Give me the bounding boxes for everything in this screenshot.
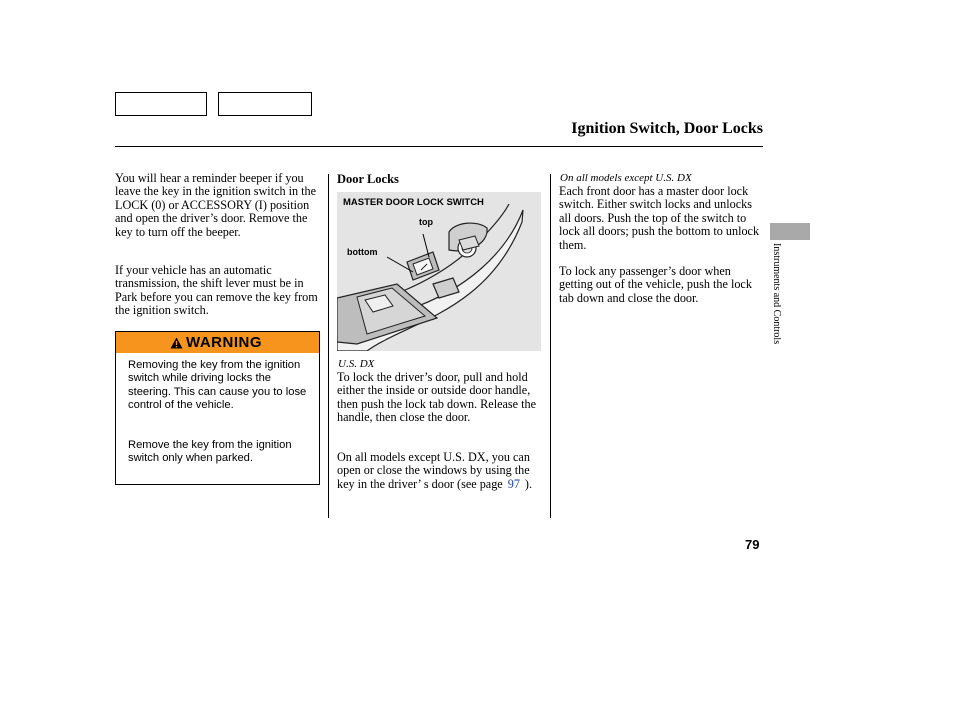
door-panel-illustration <box>337 192 541 351</box>
section-heading-door-locks: Door Locks <box>337 172 399 186</box>
page-number: 79 <box>745 537 760 552</box>
figure-label-top: top <box>419 217 433 227</box>
page-reference-link[interactable]: 97 <box>507 476 520 491</box>
figure-label-bottom: bottom <box>347 247 378 257</box>
windows-key-paragraph <box>337 451 543 491</box>
warning-text-parked: Remove the key from the ignition switch only when parked. <box>128 439 292 465</box>
header-divider <box>115 146 763 147</box>
lock-drivers-door-paragraph: To lock the driver’s door, pull and hold either the inside or outside door handle, then push the lock tab down. Release the handle, then close the door. <box>337 370 537 425</box>
warning-text-steering: Removing the key from the ignition switch while driving locks the steering. This can cause you to lose control of the vehicle. <box>128 359 307 412</box>
master-switch-paragraph: Each front door has a master door lock switch. Either switch locks and unlocks all doors. Push the top of the switch to lock all doors; push the bottom to unlock them. <box>559 184 760 252</box>
passenger-door-paragraph: To lock any passenger’s door when getting out of the vehicle, push the lock tab down and close the door. <box>559 264 752 305</box>
warning-box <box>115 331 320 485</box>
windows-key-text-end: ). <box>524 476 533 491</box>
automatic-transmission-paragraph: If your vehicle has an automatic transmission, the shift lever must be in Park before you can remove the key from the ignition switch. <box>115 263 318 318</box>
section-tab-marker[interactable] <box>770 223 810 240</box>
column-divider-right <box>550 174 551 518</box>
nav-back-button[interactable] <box>115 92 207 116</box>
figure-title: MASTER DOOR LOCK SWITCH <box>343 197 484 208</box>
reminder-beeper-paragraph: You will hear a reminder beeper if you leave the key in the ignition switch in the LOCK (0) or ACCESSORY (I) position and open the driver’s door. Remove the key to turn off the beeper. <box>115 171 317 239</box>
page-title: Ignition Switch, Door Locks <box>571 120 763 137</box>
caption-us-dx: U.S. DX <box>338 358 375 370</box>
section-side-label: Instruments and Controls <box>771 243 782 345</box>
master-door-lock-switch-figure <box>337 192 541 351</box>
caption-all-models-except: On all models except U.S. DX <box>560 172 692 184</box>
warning-header <box>116 332 319 353</box>
column-divider-left <box>328 174 329 518</box>
warning-triangle-icon <box>170 337 183 349</box>
nav-index-button[interactable] <box>218 92 312 116</box>
windows-key-text: On all models except U.S. DX, you can open or close the windows by using the key in the driver’ s door (see page <box>337 450 530 491</box>
warning-label: WARNING <box>186 334 262 351</box>
